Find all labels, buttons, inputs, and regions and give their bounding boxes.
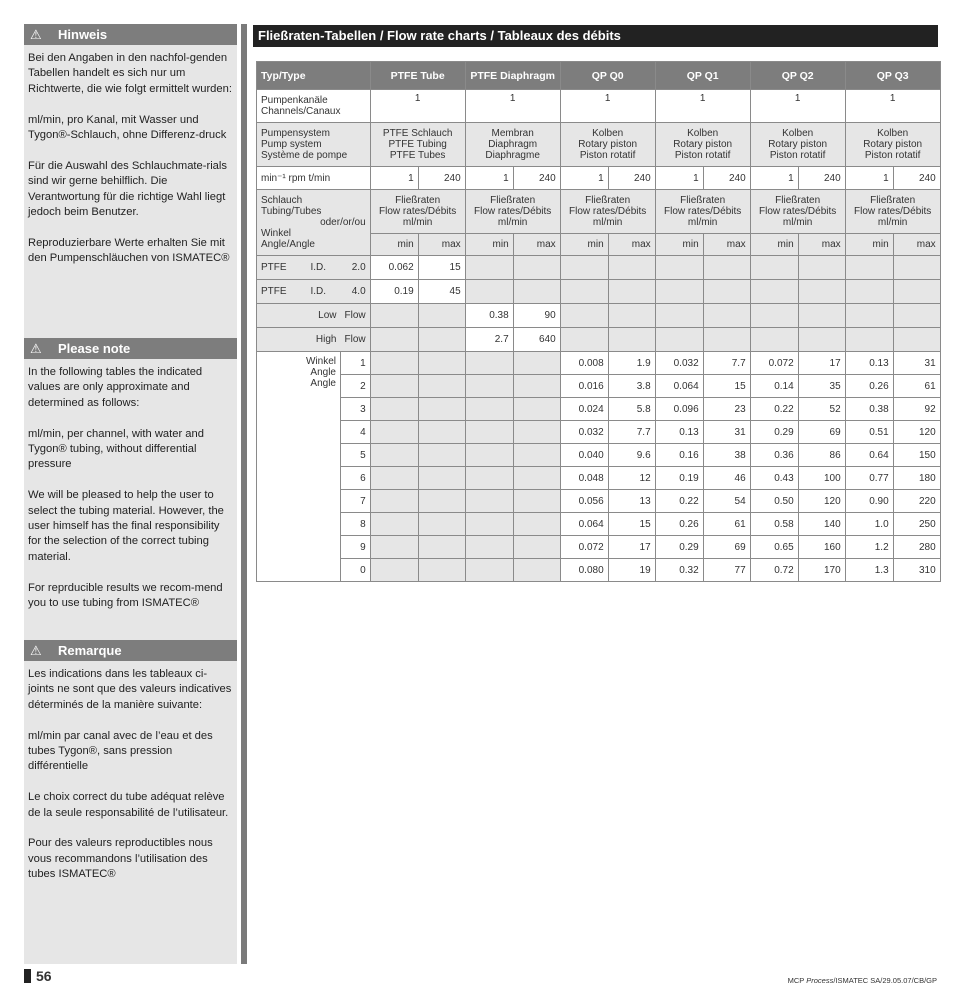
type-header-cell: PTFE Tube <box>370 62 465 90</box>
rpm-max-cell: 240 <box>798 167 845 190</box>
flow-cell: 280 <box>893 536 940 559</box>
flow-cell: 35 <box>798 375 845 398</box>
flow-cell: 69 <box>703 536 750 559</box>
flow-cell: 38 <box>703 444 750 467</box>
flow-cell: 0.26 <box>845 375 893 398</box>
page-title: Fließraten-Tabellen / Flow rate charts / Tableaux des débits <box>253 25 938 47</box>
max-header: max <box>798 234 845 256</box>
flow-word: Flow <box>341 328 371 352</box>
rpm-max-cell: 240 <box>703 167 750 190</box>
angle-number: 3 <box>341 398 371 421</box>
max-header: max <box>418 234 465 256</box>
flow-cell: 0.096 <box>655 398 703 421</box>
pump-system-cell: Kolben Rotary piston Piston rotatif <box>560 123 655 167</box>
flow-cell: 0.064 <box>560 513 608 536</box>
type-header-cell: QP Q3 <box>845 62 940 90</box>
diaphragm-level-label: Low <box>257 304 341 328</box>
flow-cell: 0.14 <box>750 375 798 398</box>
flow-cell: 250 <box>893 513 940 536</box>
please-note-section <box>24 338 237 640</box>
warning-triangle-icon: ⚠ <box>30 643 42 658</box>
flow-cell: 0.13 <box>655 421 703 444</box>
flow-cell: 23 <box>703 398 750 421</box>
flow-cell: 0.65 <box>750 536 798 559</box>
flow-cell: 0.51 <box>845 421 893 444</box>
min-header: min <box>750 234 798 256</box>
remarque-heading: ⚠ Remarque <box>24 640 237 661</box>
flow-min-cell: 0.062 <box>370 256 418 280</box>
flow-cell: 52 <box>798 398 845 421</box>
min-header: min <box>845 234 893 256</box>
flow-cell: 17 <box>608 536 655 559</box>
hinweis-text: Bei den Angaben in den nachfol-genden Tabellen handelt es sich nur um Richtwerte, die wie folgt ermittelt wurden: <box>28 52 232 95</box>
flow-cell: 0.29 <box>655 536 703 559</box>
flow-cell: 0.90 <box>845 490 893 513</box>
flow-cell: 0.50 <box>750 490 798 513</box>
remarque-section <box>24 640 237 883</box>
flow-rates-header: Fließraten Flow rates/Débits ml/min <box>465 190 560 234</box>
flow-cell: 9.6 <box>608 444 655 467</box>
pump-system-cell: Membran Diaphragm Diaphragme <box>465 123 560 167</box>
flow-cell: 1.9 <box>608 352 655 375</box>
flow-cell: 0.024 <box>560 398 608 421</box>
pump-system-cell: Kolben Rotary piston Piston rotatif <box>750 123 845 167</box>
flow-cell: 0.032 <box>560 421 608 444</box>
notes-sidebar <box>24 24 237 964</box>
rpm-max-cell: 240 <box>513 167 560 190</box>
flow-cell: 160 <box>798 536 845 559</box>
table-row <box>257 536 941 559</box>
flow-rates-header: Fließraten Flow rates/Débits ml/min <box>370 190 465 234</box>
flow-cell: 0.072 <box>560 536 608 559</box>
flow-cell: 17 <box>798 352 845 375</box>
table-row <box>257 444 941 467</box>
table-row <box>257 304 941 328</box>
flow-cell: 0.29 <box>750 421 798 444</box>
id-value: 2.0 <box>341 256 371 280</box>
flow-cell: 69 <box>798 421 845 444</box>
table-row <box>257 398 941 421</box>
flow-cell: 220 <box>893 490 940 513</box>
flow-cell: 1.3 <box>845 559 893 582</box>
flow-rates-header: Fließraten Flow rates/Débits ml/min <box>750 190 845 234</box>
flow-rate-table <box>256 61 941 582</box>
rpm-max-cell: 240 <box>418 167 465 190</box>
pump-system-label: Pumpensystem Pump system Système de pompe <box>257 123 371 167</box>
flow-cell: 0.008 <box>560 352 608 375</box>
hinweis-section <box>24 24 237 338</box>
remarque-text: Pour des valeurs reproductibles nous vous recommandons l’utilisation des tubes ISMATEC® <box>28 837 213 881</box>
warning-triangle-icon: ⚠ <box>30 27 42 42</box>
flow-cell: 140 <box>798 513 845 536</box>
flow-cell: 31 <box>703 421 750 444</box>
flow-cell: 0.080 <box>560 559 608 582</box>
flow-cell: 120 <box>893 421 940 444</box>
note-text: We will be pleased to help the user to select the tubing material. However, the user himself has the final responsibility for the selection of the correct tubing material. <box>28 489 224 563</box>
table-row <box>257 559 941 582</box>
page-marker-icon <box>24 969 31 983</box>
flow-cell: 1.2 <box>845 536 893 559</box>
remarque-text: Le choix correct du tube adéquat relève de la seule responsabilité de l’utilisateur. <box>28 791 229 819</box>
rpm-max-cell: 240 <box>608 167 655 190</box>
table-row <box>257 328 941 352</box>
diaphragm-level-label: High <box>257 328 341 352</box>
page-number: 56 <box>24 968 52 984</box>
type-header-cell: QP Q0 <box>560 62 655 90</box>
angle-label: Winkel Angle Angle <box>257 352 341 582</box>
flow-cell: 0.58 <box>750 513 798 536</box>
flow-cell: 0.13 <box>845 352 893 375</box>
flow-cell: 31 <box>893 352 940 375</box>
hinweis-heading: ⚠ Hinweis <box>24 24 237 45</box>
angle-number: 7 <box>341 490 371 513</box>
flow-rates-header: Fließraten Flow rates/Débits ml/min <box>560 190 655 234</box>
rpm-min-cell: 1 <box>465 167 513 190</box>
flow-cell: 0.032 <box>655 352 703 375</box>
flow-cell: 0.43 <box>750 467 798 490</box>
pump-system-cell: Kolben Rotary piston Piston rotatif <box>655 123 750 167</box>
rpm-min-cell: 1 <box>845 167 893 190</box>
flow-cell: 86 <box>798 444 845 467</box>
type-header-cell: PTFE Diaphragm <box>465 62 560 90</box>
min-header: min <box>465 234 513 256</box>
flow-cell: 0.72 <box>750 559 798 582</box>
flow-cell: 0.22 <box>655 490 703 513</box>
note-text: In the following tables the indicated values are only approximate and determined as follows: <box>28 366 203 409</box>
remarque-text: Les indications dans les tableaux ci-joints ne sont que des valeurs indicatives déterminés de la manière suivante: <box>28 668 232 711</box>
flow-min-cell: 0.19 <box>370 280 418 304</box>
flow-rates-header: Fließraten Flow rates/Débits ml/min <box>845 190 940 234</box>
flow-cell: 0.064 <box>655 375 703 398</box>
pump-system-cell: PTFE Schlauch PTFE Tubing PTFE Tubes <box>370 123 465 167</box>
table-row <box>257 280 941 304</box>
angle-number: 1 <box>341 352 371 375</box>
please-note-heading: ⚠ Please note <box>24 338 237 359</box>
flow-cell: 5.8 <box>608 398 655 421</box>
flow-min-cell: 0.38 <box>465 304 513 328</box>
flow-cell: 7.7 <box>703 352 750 375</box>
ptfe-label: PTFE <box>257 280 307 304</box>
type-header: Typ/Type <box>257 62 371 90</box>
flow-cell: 0.016 <box>560 375 608 398</box>
channels-cell: 1 <box>370 90 465 123</box>
warning-triangle-icon: ⚠ <box>30 341 42 356</box>
flow-cell: 61 <box>893 375 940 398</box>
id-label: I.D. <box>307 256 341 280</box>
flow-min-cell: 2.7 <box>465 328 513 352</box>
id-value: 4.0 <box>341 280 371 304</box>
table-row <box>257 513 941 536</box>
flow-cell: 0.048 <box>560 467 608 490</box>
flow-cell: 0.36 <box>750 444 798 467</box>
table-row <box>257 352 941 375</box>
max-header: max <box>703 234 750 256</box>
flow-cell: 0.040 <box>560 444 608 467</box>
ptfe-label: PTFE <box>257 256 307 280</box>
channels-label: Pumpenkanäle Channels/Canaux <box>257 90 371 123</box>
angle-number: 4 <box>341 421 371 444</box>
flow-cell: 0.056 <box>560 490 608 513</box>
channels-cell: 1 <box>750 90 845 123</box>
flow-cell: 15 <box>703 375 750 398</box>
sidebar-divider <box>241 24 247 964</box>
flow-cell: 0.26 <box>655 513 703 536</box>
flow-cell: 310 <box>893 559 940 582</box>
min-header: min <box>370 234 418 256</box>
angle-number: 5 <box>341 444 371 467</box>
max-header: max <box>893 234 940 256</box>
angle-number: 6 <box>341 467 371 490</box>
type-header-cell: QP Q1 <box>655 62 750 90</box>
table-row <box>257 375 941 398</box>
flow-cell: 77 <box>703 559 750 582</box>
id-label: I.D. <box>307 280 341 304</box>
flow-cell: 150 <box>893 444 940 467</box>
flow-cell: 61 <box>703 513 750 536</box>
rpm-min-cell: 1 <box>560 167 608 190</box>
flow-cell: 0.16 <box>655 444 703 467</box>
flow-cell: 7.7 <box>608 421 655 444</box>
flow-cell: 3.8 <box>608 375 655 398</box>
table-row <box>257 490 941 513</box>
rpm-max-cell: 240 <box>893 167 940 190</box>
channels-cell: 1 <box>845 90 940 123</box>
channels-cell: 1 <box>465 90 560 123</box>
angle-number: 9 <box>341 536 371 559</box>
min-header: min <box>560 234 608 256</box>
flow-cell: 54 <box>703 490 750 513</box>
max-header: max <box>513 234 560 256</box>
flow-cell: 100 <box>798 467 845 490</box>
min-header: min <box>655 234 703 256</box>
flow-rates-header: Fließraten Flow rates/Débits ml/min <box>655 190 750 234</box>
flow-cell: 13 <box>608 490 655 513</box>
rpm-label: min⁻¹ rpm t/min <box>257 167 371 190</box>
flow-cell: 0.77 <box>845 467 893 490</box>
flow-cell: 0.38 <box>845 398 893 421</box>
pump-system-cell: Kolben Rotary piston Piston rotatif <box>845 123 940 167</box>
document-reference: MCP Process/ISMATEC SA/29.05.07/CB/GP <box>787 976 937 985</box>
table-row <box>257 421 941 444</box>
hinweis-text: Reproduzierbare Werte erhalten Sie mit den Pumpenschläuchen von ISMATEC® <box>28 236 230 265</box>
flow-cell: 19 <box>608 559 655 582</box>
flow-cell: 0.22 <box>750 398 798 421</box>
flow-cell: 12 <box>608 467 655 490</box>
table-row <box>257 256 941 280</box>
rpm-min-cell: 1 <box>750 167 798 190</box>
flow-max-cell: 90 <box>513 304 560 328</box>
flow-max-cell: 640 <box>513 328 560 352</box>
angle-number: 0 <box>341 559 371 582</box>
flow-cell: 170 <box>798 559 845 582</box>
rpm-min-cell: 1 <box>370 167 418 190</box>
flow-cell: 120 <box>798 490 845 513</box>
flow-cell: 0.64 <box>845 444 893 467</box>
flow-cell: 15 <box>608 513 655 536</box>
flow-cell: 1.0 <box>845 513 893 536</box>
channels-cell: 1 <box>655 90 750 123</box>
remarque-text: ml/min par canal avec de l’eau et des tubes Tygon®, sans pression différentielle <box>28 729 213 773</box>
table-row <box>257 467 941 490</box>
hinweis-text: Für die Auswahl des Schlauchmate-rials sind wir gerne behilflich. Die Verantwortung für die richtige Wahl liegt jedoch beim Benutzer. <box>28 159 227 219</box>
flow-max-cell: 15 <box>418 256 465 280</box>
note-text: ml/min, per channel, with water and Tygon® tubing, without differential pressure <box>28 427 204 471</box>
rpm-min-cell: 1 <box>655 167 703 190</box>
type-header-cell: QP Q2 <box>750 62 845 90</box>
flow-cell: 0.32 <box>655 559 703 582</box>
flow-word: Flow <box>341 304 371 328</box>
hinweis-text: ml/min, pro Kanal, mit Wasser und Tygon®-Schlauch, ohne Differenz-druck <box>28 113 227 142</box>
note-text: For reprducible results we recom-mend you to use tubing from ISMATEC® <box>28 581 223 610</box>
tubing-label: Schlauch Tubing/Tubes oder/or/ou Winkel Angle/Angle <box>257 190 371 256</box>
flow-max-cell: 45 <box>418 280 465 304</box>
angle-number: 8 <box>341 513 371 536</box>
flow-cell: 92 <box>893 398 940 421</box>
flow-cell: 0.19 <box>655 467 703 490</box>
angle-number: 2 <box>341 375 371 398</box>
flow-cell: 0.072 <box>750 352 798 375</box>
flow-cell: 180 <box>893 467 940 490</box>
max-header: max <box>608 234 655 256</box>
flow-cell: 46 <box>703 467 750 490</box>
channels-cell: 1 <box>560 90 655 123</box>
